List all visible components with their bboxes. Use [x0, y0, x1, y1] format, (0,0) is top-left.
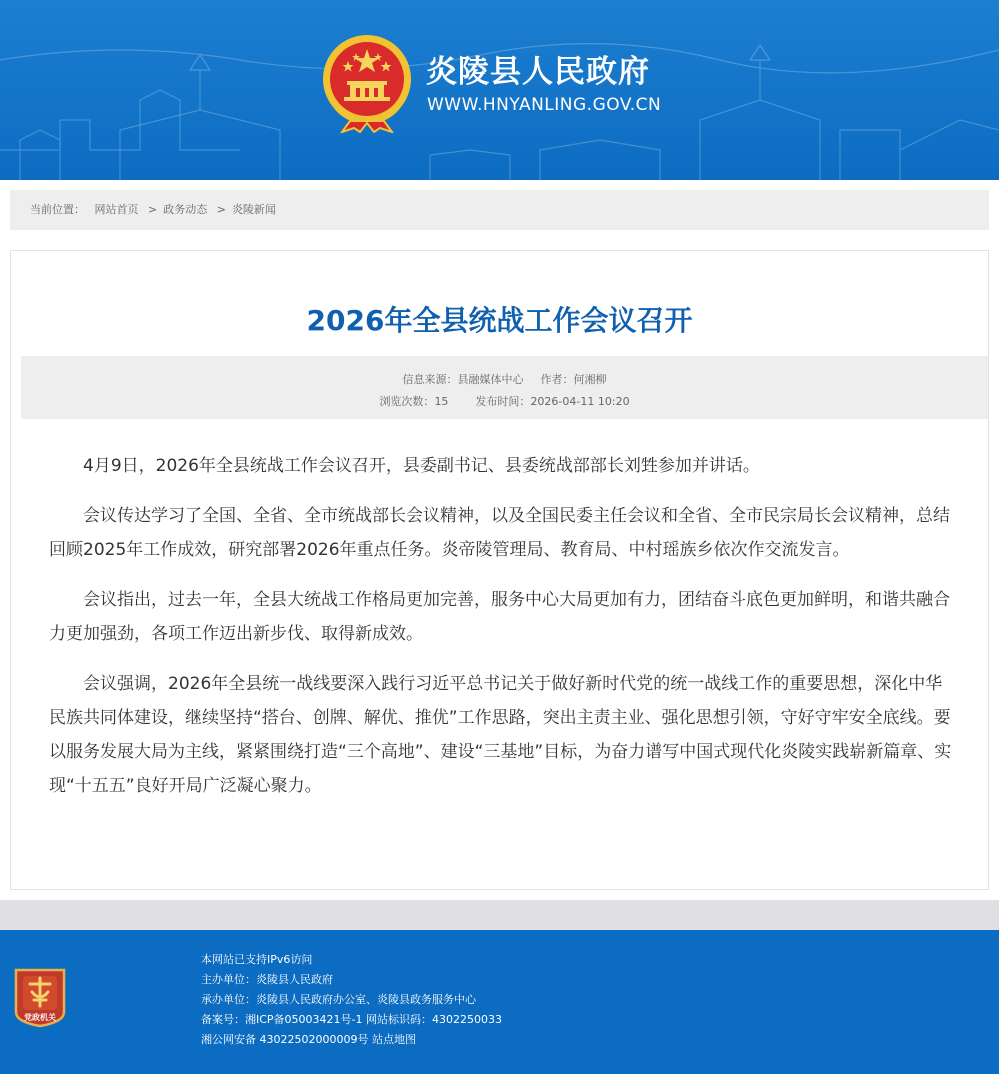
site-url: WWW.HNYANLING.GOV.CN: [427, 95, 662, 115]
publish-time-label: 发布时间：: [475, 395, 531, 408]
article-body: [49, 449, 953, 819]
national-emblem-icon: [320, 35, 414, 133]
breadcrumb-separator: >: [216, 203, 226, 216]
source-value: 县融媒体中心: [457, 373, 524, 386]
police-line: [201, 1030, 502, 1050]
article-paragraph: 4月9日，2026年全县统战工作会议召开，县委副书记、县委统战部部长刘甡参加并讲话。: [83, 456, 760, 476]
sponsor-unit: 主办单位：炎陵县人民政府: [201, 973, 333, 986]
article-title: 2026年全县统战工作会议召开: [306, 304, 693, 337]
author-label: 作者：: [540, 373, 574, 386]
author-value: 何湘柳: [573, 373, 607, 386]
site-id: 网站标识码：4302250033: [366, 1013, 503, 1026]
breadcrumb: [10, 190, 989, 230]
article-paragraph: 会议传达学习了全国、全省、全市统战部长会议精神，以及全国民委主任会议和全省、全市民宗局长会议精神，总结回顾2025年工作成效，研究部署2026年重点任务。炎帝陵管理局、教育局、中村瑶族乡依次作交流发言。: [49, 506, 950, 560]
publish-time-value: 2026-04-11 10:20: [530, 395, 630, 408]
article-meta: [21, 356, 988, 419]
article-paragraph: 会议强调，2026年全县统一战线要深入践行习近平总书记关于做好新时代党的统一战线工作的重要思想，深化中华民族共同体建设，继续坚持“搭台、创牌、解优、推优”工作思路，突出主责主业、强化思想引领，守好守牢安全底线。要以服务发展大局为主线，紧紧围绕打造“三个高地”、建设“三基地”目标，为奋力谱写中国式现代化炎陵实践崭新篇章、实现“十五五”良好开局广泛凝心聚力。: [49, 674, 952, 796]
breadcrumb-item-government-news[interactable]: 政务动态: [163, 203, 208, 216]
site-title: 炎陵县人民政府: [426, 54, 650, 90]
breadcrumb-separator: >: [148, 203, 158, 216]
icp-line: [201, 1010, 502, 1030]
breadcrumb-label: 当前位置：: [30, 203, 85, 216]
icp-label: 备案号：: [201, 1013, 245, 1026]
site-footer: [0, 930, 999, 1074]
article-container: [10, 250, 989, 890]
breadcrumb-item-yanling-news[interactable]: 炎陵新闻: [231, 203, 276, 216]
sitemap-link[interactable]: 站点地图: [371, 1033, 416, 1046]
badge-text: 党政机关: [24, 1013, 56, 1022]
views-label: 浏览次数：: [379, 395, 435, 408]
organizer-unit: 承办单位：炎陵县人民政府办公室、炎陵县政务服务中心: [201, 993, 476, 1006]
police-record-link[interactable]: 湘公网安备 43022502000009号: [201, 1033, 369, 1046]
source-label: 信息来源：: [402, 373, 458, 386]
party-government-badge-icon[interactable]: [14, 968, 66, 1028]
article-paragraph: 会议指出，过去一年，全县大统战工作格局更加完善，服务中心大局更加有力，团结奋斗底色更加鲜明，和谐共融合力更加强劲，各项工作迈出新步伐、取得新成效。: [49, 590, 950, 644]
ipv6-notice: 本网站已支持IPv6访问: [201, 953, 313, 966]
footer-separator-band: [0, 900, 999, 930]
footer-info: [201, 950, 502, 1050]
icp-link[interactable]: 湘ICP备05003421号-1: [245, 1013, 363, 1026]
site-header: [0, 0, 999, 180]
views-value: 15: [434, 395, 449, 408]
breadcrumb-item-home[interactable]: 网站首页: [94, 203, 139, 216]
